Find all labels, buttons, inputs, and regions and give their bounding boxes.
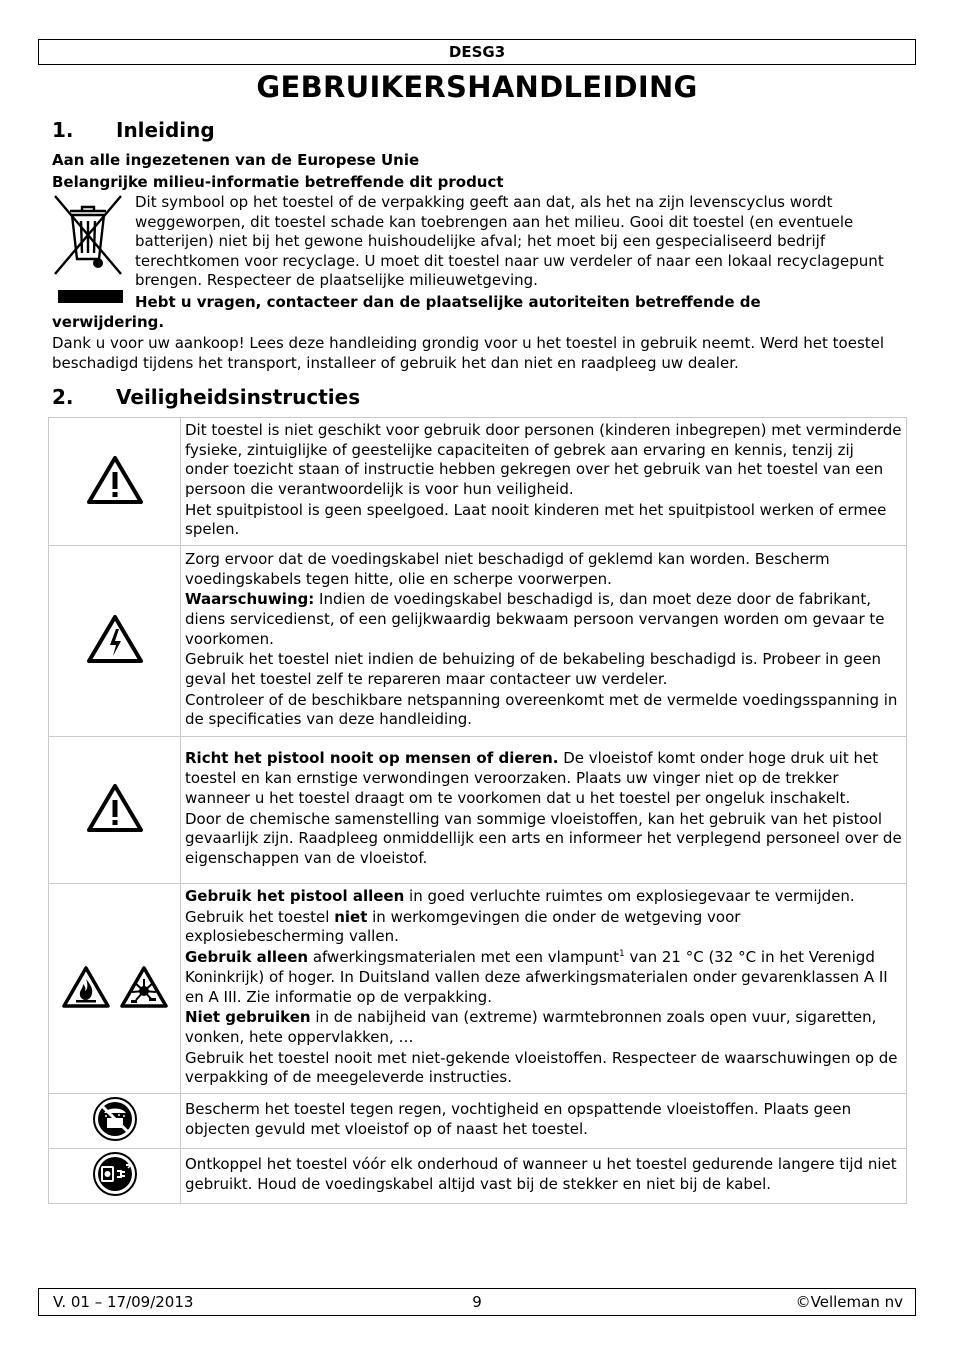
indoor-use-only-icon (92, 1096, 138, 1142)
icon-cell (49, 418, 181, 546)
text-cell (181, 1094, 907, 1149)
icon-cell (49, 1094, 181, 1149)
paragraph: Zorg ervoor dat de voedingskabel niet beschadigd of geklemd kan worden. Bescherm voedingskabels tegen hitte, olie en scherpe voorwerpen. (185, 549, 830, 588)
page-number: 9 (472, 1293, 482, 1311)
icon-cell (49, 546, 181, 737)
weee-text: Dit symbool op het toestel of de verpakking geeft aan dat, als het na zijn levenscyclus wordt weggeworpen, dit toestel schade kan toebrengen aan het milieu. Gooi dit toestel (en eventuele batterijen) niet bij het gewone huishoudelijke afval; het moet bij een gespecialiseerd bedrijf terechtkomen voor recyclage. U moet dit toestel naar uw verdeler of naar een lokaal recyclagepunt brengen. Respecteer de plaatselijke milieuwetgeving. (135, 193, 884, 290)
section-title: Veiligheidsinstructies (116, 385, 361, 409)
text: afwerkingsmaterialen met een vlampunt (308, 948, 620, 967)
footer (38, 1288, 916, 1316)
paragraph: Gebruik het toestel nooit met niet-gekende vloeistoffen. Respecteer de waarschuwingen op de verpakking of de meegeleverde instructies. (185, 1048, 898, 1087)
text-cell (181, 546, 907, 737)
text: Gebruik het toestel (185, 907, 335, 926)
hazard-icons (61, 965, 169, 1009)
black-bar (58, 290, 123, 303)
contact-line-1: Hebt u vragen, contacteer dan de plaatselijke autoriteiten betreffende de (135, 293, 761, 311)
bold-text: Gebruik alleen (185, 948, 309, 967)
subheading-environment: Belangrijke milieu-informatie betreffende dit product (52, 173, 504, 191)
weee-bin-icon (52, 193, 124, 277)
text-cell (181, 1149, 907, 1204)
paragraph (185, 948, 902, 1007)
paragraph: Controleer of de beschikbare netspanning overeenkomt met de vermelde voedingsspanning in de specificaties van deze handleiding. (185, 690, 898, 729)
thanks-paragraph: Dank u voor uw aankoop! Lees deze handleiding grondig voor u het toestel in gebruik neemt. Werd het toestel beschadigd tijdens het transport, installeer of gebruik het dan niet en raadpleeg uw dealer. (52, 334, 885, 372)
copyright: ©Velleman nv (795, 1293, 903, 1311)
paragraph: Ontkoppel het toestel vóór elk onderhoud of wanneer u het toestel gedurende langere tijd niet gebruikt. Houd de voedingskabel altijd vast bij de stekker en niet bij de kabel. (185, 1155, 897, 1193)
paragraph: Dit toestel is niet geschikt voor gebruik door personen (kinderen inbegrepen) met verminderde fysieke, zintuiglijke of geestelijke capaciteiten of gebrek aan ervaring en kennis, tenzij zij onder toezicht staan of instructie hebben gekregen over het gebruik van het toestel van een persoon die verantwoordelijk is voor hun veiligheid. (185, 420, 902, 498)
bold-text: Richt het pistool nooit op mensen of dieren. (185, 749, 559, 768)
table-row (49, 1094, 907, 1149)
text-cell (181, 737, 907, 884)
text-cell (181, 418, 907, 546)
bold-text: niet (334, 907, 368, 926)
warning-label: Waarschuwing: (185, 590, 315, 609)
table-row (49, 546, 907, 737)
section-number: 2. (52, 385, 74, 409)
text: van 21 °C (32 °C in het Verenigd Koninkrijk) of hoger. In Duitsland vallen deze afwerkingsmaterialen onder gevarenklassen A II en A III. Zie informatie op de verpakking. (185, 948, 888, 1006)
page-title: GEBRUIKERSHANDLEIDING (256, 70, 698, 104)
text: in goed verluchte ruimtes om explosiegevaar te vermijden. (404, 886, 855, 905)
warning-icon (86, 783, 144, 833)
text: Indien de voedingskabel beschadigd is, dan moet deze door de fabrikant, diens servicedienst, of een gelijkwaardig bekwaam persoon vervangen worden om gevaar te voorkomen. (185, 590, 885, 648)
icon-cell (49, 737, 181, 884)
explosive-icon (119, 965, 169, 1009)
table-row (49, 737, 907, 884)
text: in werkomgevingen die onder de wetgeving voor explosiebescherming vallen. (185, 907, 741, 946)
paragraph: Door de chemische samenstelling van sommige vloeistoffen, kan het gebruik van het pistool gevaarlijk zijn. Raadpleeg onmiddellijk een arts en informeer het verplegend personeel over de eigenschappen van de vloeistof. (185, 809, 902, 867)
text: in de nabijheid van (extreme) warmtebronnen zoals open vuur, sigaretten, vonken, hete oppervlakken, … (185, 1008, 877, 1046)
section-title: Inleiding (116, 118, 215, 142)
text-cell (181, 884, 907, 1094)
paragraph: Het spuitpistool is geen speelgoed. Laat nooit kinderen met het spuitpistool werken of ermee spelen. (185, 500, 887, 539)
contact-line-2: verwijdering. (52, 313, 165, 331)
icon-cell (49, 1149, 181, 1204)
footnote-marker: 1 (619, 949, 625, 960)
section-2-heading (52, 385, 360, 409)
table-row (49, 884, 907, 1094)
bold-text: Niet gebruiken (185, 1008, 311, 1027)
paragraph: Bescherm het toestel tegen regen, vochtigheid en opspattende vloeistoffen. Plaats geen objecten gevuld met vloeistof op of naast het toestel. (185, 1100, 852, 1138)
bold-text: Gebruik het pistool alleen (185, 886, 405, 905)
text: De vloeistof komt onder hoge druk uit het toestel en kan ernstige verwondingen veroorzaken. Plaats uw vinger niet op de trekker wanneer u het toestel draagt om te voorkomen dat u het toestel per ongeluk inschakelt. (185, 749, 879, 807)
subheading-eu: Aan alle ingezetenen van de Europese Unie (52, 151, 420, 169)
safety-table (48, 417, 907, 1204)
electric-shock-icon (86, 614, 144, 664)
table-row (49, 1149, 907, 1204)
table-row (49, 418, 907, 546)
paragraph (185, 590, 902, 649)
header-model: DESG3 (38, 39, 916, 65)
paragraph (185, 887, 902, 907)
paragraph (185, 749, 902, 808)
unplug-icon (92, 1151, 138, 1197)
paragraph (185, 1008, 902, 1047)
paragraph: Gebruik het toestel niet indien de behuizing of de bekabeling beschadigd is. Probeer in geen geval het toestel zelf te repareren maar contacteer uw verdeler. (185, 650, 882, 689)
section-1-heading (52, 118, 215, 142)
icon-cell (49, 884, 181, 1094)
paragraph (185, 908, 902, 947)
version-date: V. 01 – 17/09/2013 (53, 1293, 194, 1311)
warning-icon (86, 455, 144, 505)
flammable-icon (61, 965, 111, 1009)
section-number: 1. (52, 118, 74, 142)
